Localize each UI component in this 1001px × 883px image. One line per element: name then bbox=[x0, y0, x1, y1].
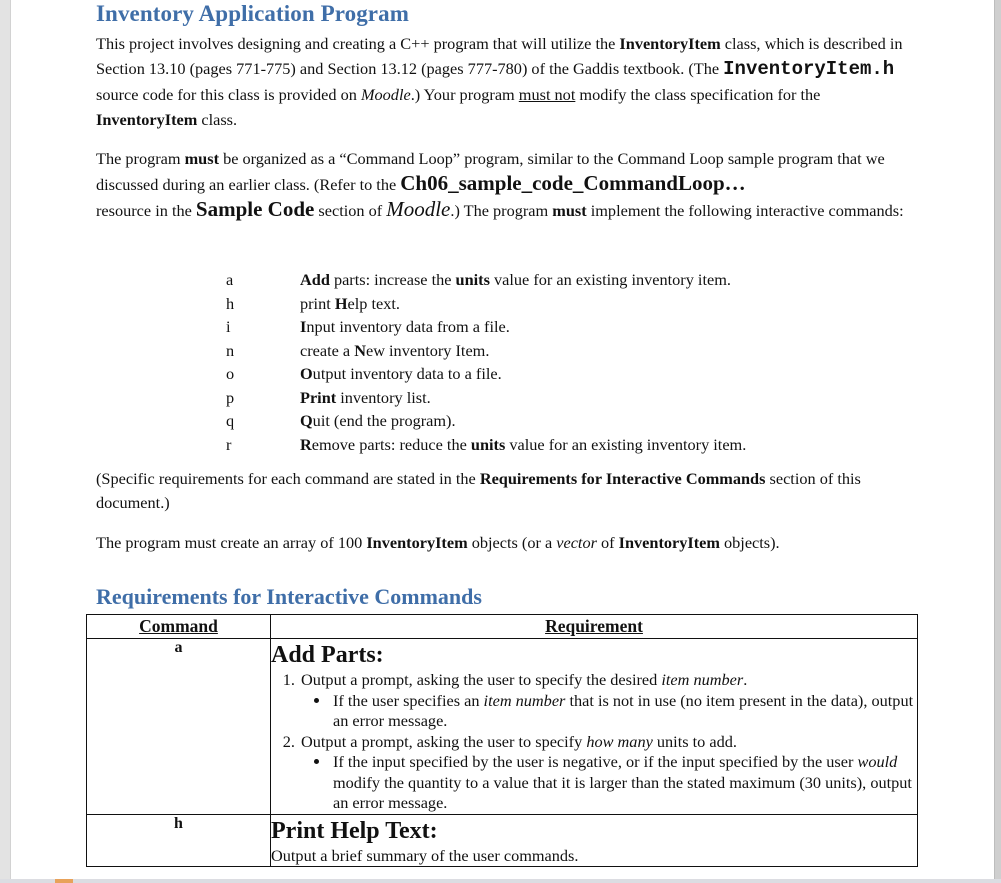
requirement-title: Add Parts: bbox=[271, 642, 384, 668]
command-cell: h bbox=[87, 814, 271, 867]
emph: R bbox=[300, 434, 312, 454]
command-item bbox=[96, 388, 926, 412]
text: .) The program bbox=[450, 201, 553, 220]
must-not-emphasis: must not bbox=[518, 85, 576, 104]
text: The program must create an array of 100 bbox=[96, 533, 367, 552]
text: class. bbox=[197, 110, 238, 129]
emph: Q bbox=[300, 411, 313, 430]
taskbar-accent bbox=[55, 879, 73, 883]
requirements-note bbox=[96, 467, 916, 515]
command-item bbox=[96, 317, 926, 341]
text: class, which is described in Section 13.10 (pages 771-775) and Section 13.12 (pages 777-780) of the Gaddis textbook. (The bbox=[96, 34, 903, 78]
emph: Add bbox=[300, 270, 330, 289]
requirement-text: Output a brief summary of the user commands. bbox=[271, 845, 579, 865]
bullet-item bbox=[331, 752, 917, 814]
emph: O bbox=[300, 364, 313, 383]
emph: units bbox=[470, 434, 506, 454]
text: objects (or a bbox=[467, 533, 557, 552]
text: resource in the bbox=[96, 201, 196, 220]
text: modify the quantity to a value that it is larger than the stated maximum (30 units), output an error message. bbox=[333, 772, 912, 812]
moodle-ref: Moodle bbox=[360, 85, 411, 104]
sample-code-ref: Sample Code bbox=[195, 197, 315, 221]
command-loop-paragraph bbox=[96, 146, 911, 223]
emph: I bbox=[300, 317, 307, 336]
text: parts: increase the bbox=[329, 270, 456, 289]
text: implement the following interactive commands: bbox=[586, 201, 904, 220]
command-description bbox=[300, 317, 510, 337]
emph: Print bbox=[300, 387, 337, 407]
section-reference: Requirements for Interactive Commands bbox=[479, 469, 766, 488]
text: be organized as a “Command Loop” program, similar to the Command Loop sample program that we discussed during an earlier class. (Refer to the bbox=[96, 149, 885, 194]
intro-paragraph bbox=[96, 31, 911, 132]
command-item bbox=[96, 435, 926, 459]
class-name: InventoryItem bbox=[96, 110, 198, 129]
bullet-item bbox=[331, 691, 917, 732]
requirement-cell bbox=[271, 639, 918, 815]
requirements-table bbox=[86, 614, 918, 867]
emph: H bbox=[334, 293, 348, 313]
text: section of bbox=[314, 201, 387, 220]
command-item bbox=[96, 364, 926, 388]
command-key: r bbox=[226, 434, 232, 454]
section-heading: Requirements for Interactive Commands bbox=[96, 584, 482, 609]
header-filename: InventoryItem.h bbox=[723, 58, 895, 80]
text: value for an existing inventory item. bbox=[505, 434, 747, 454]
text: . bbox=[743, 670, 748, 689]
requirement-title: Print Help Text: bbox=[271, 817, 438, 844]
step-item bbox=[299, 732, 917, 814]
class-name: InventoryItem bbox=[366, 533, 468, 552]
text: value for an existing inventory item. bbox=[489, 270, 731, 289]
command-description bbox=[300, 411, 456, 431]
command-description bbox=[300, 270, 731, 290]
command-description bbox=[300, 388, 431, 408]
moodle-ref: Moodle bbox=[386, 197, 451, 221]
text: that is not in use (no item present in the data), output an error message. bbox=[333, 690, 914, 730]
left-page-gutter bbox=[0, 0, 11, 883]
array-note bbox=[96, 530, 911, 555]
command-item bbox=[96, 270, 926, 294]
command-key: o bbox=[226, 364, 235, 383]
text: (Specific requirements for each command are stated in the bbox=[96, 469, 480, 488]
command-description bbox=[300, 294, 400, 314]
emph: N bbox=[354, 340, 366, 360]
must-emphasis: must bbox=[184, 149, 219, 168]
command-description bbox=[300, 364, 502, 384]
command-item bbox=[96, 341, 926, 365]
text: modify the class specification for the bbox=[575, 85, 821, 104]
command-key: i bbox=[226, 317, 231, 336]
emph: how many bbox=[586, 731, 653, 751]
step-item bbox=[299, 670, 917, 732]
text: .) Your program bbox=[410, 85, 519, 104]
text: source code for this class is provided on bbox=[96, 85, 361, 104]
bullet-list bbox=[301, 752, 917, 814]
emph: item number bbox=[661, 670, 744, 689]
emph: units bbox=[455, 270, 490, 289]
command-key: a bbox=[226, 270, 234, 289]
command-key: n bbox=[226, 340, 235, 360]
text: The program bbox=[96, 149, 185, 168]
text: create a bbox=[300, 340, 355, 360]
text: units to add. bbox=[652, 731, 737, 751]
text: section of this document.) bbox=[96, 469, 861, 512]
emph: item number bbox=[483, 690, 566, 710]
text: ew inventory Item. bbox=[365, 340, 490, 360]
class-name: InventoryItem bbox=[619, 34, 721, 53]
resource-name: Ch06_sample_code_CommandLoop… bbox=[400, 171, 746, 195]
command-key: p bbox=[226, 387, 235, 407]
column-header-requirement: Requirement bbox=[271, 615, 918, 639]
must-emphasis: must bbox=[552, 201, 587, 220]
text: nput inventory data from a file. bbox=[306, 317, 510, 336]
text: inventory list. bbox=[336, 387, 431, 407]
text: Output a prompt, asking the user to specify bbox=[301, 731, 587, 751]
class-name: InventoryItem bbox=[618, 533, 720, 552]
steps-list bbox=[271, 670, 917, 814]
text: If the input specified by the user is negative, or if the input specified by the user bbox=[333, 752, 858, 771]
command-description bbox=[300, 341, 489, 361]
bullet-list bbox=[301, 691, 917, 732]
text: If the user specifies an bbox=[333, 690, 484, 710]
text: Output a prompt, asking the user to specify the desired bbox=[301, 670, 662, 689]
vector-term: vector bbox=[556, 533, 597, 552]
bottom-taskbar-edge bbox=[0, 879, 1001, 883]
table-header-row bbox=[87, 615, 918, 639]
text: This project involves designing and creating a C++ program that will utilize the bbox=[96, 34, 620, 53]
command-item bbox=[96, 294, 926, 318]
text: print bbox=[300, 293, 335, 313]
command-cell: a bbox=[87, 639, 271, 815]
command-item bbox=[96, 411, 926, 435]
command-list bbox=[96, 270, 926, 458]
requirement-cell bbox=[271, 814, 918, 867]
text: utput inventory data to a file. bbox=[312, 364, 502, 383]
table-row bbox=[87, 639, 918, 815]
command-description bbox=[300, 435, 746, 455]
text: uit (end the program). bbox=[312, 411, 456, 430]
table-row bbox=[87, 814, 918, 867]
text: objects). bbox=[719, 533, 780, 552]
column-header-command: Command bbox=[87, 615, 271, 639]
text: of bbox=[596, 533, 619, 552]
text: emove parts: reduce the bbox=[311, 434, 471, 454]
text: elp text. bbox=[347, 293, 400, 313]
document-title: Inventory Application Program bbox=[96, 1, 409, 26]
emph: would bbox=[857, 752, 898, 771]
command-key: h bbox=[226, 293, 235, 313]
command-key: q bbox=[226, 411, 235, 430]
vertical-scrollbar[interactable] bbox=[994, 0, 1001, 883]
